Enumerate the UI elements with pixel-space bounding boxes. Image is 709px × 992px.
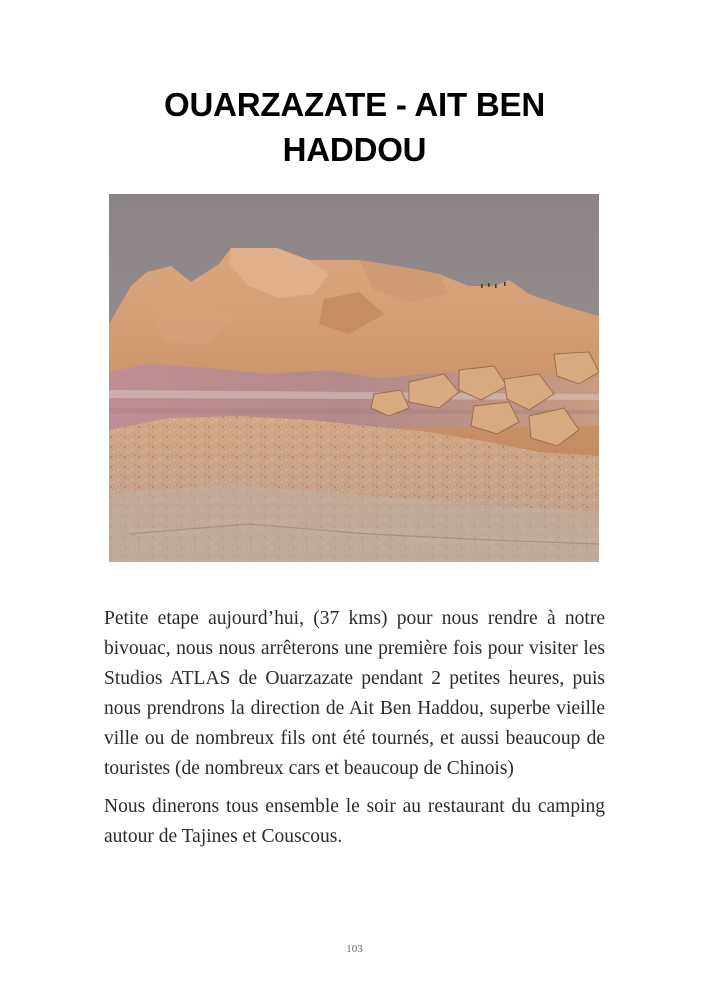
page-title-line-2: HADDOU [282,131,427,168]
body-text [104,604,605,852]
page-title-line-1: OUARZAZATE - AIT BEN [164,86,545,123]
rocky-cliff-photo [109,194,599,562]
paragraph: Nous dinerons tous ensemble le soir au restaurant du camping autour de Tajines et Couscous. [104,796,605,847]
page-title [104,82,605,172]
paragraph: Petite etape aujourd’hui, (37 kms) pour nous rendre à notre bivouac, nous nous arrêterons une première fois pour visiter les Studios ATLAS de Ouarzazate pendant 2 petites heures, puis nous prendrons la direction de Ait Ben Haddou, superbe vieille ville ou de nombreux fils ont été tournés, et aussi beaucoup de touristes (de nombreux cars et beaucoup de Chinois) [104,608,605,779]
page-number: 103 [346,943,363,955]
